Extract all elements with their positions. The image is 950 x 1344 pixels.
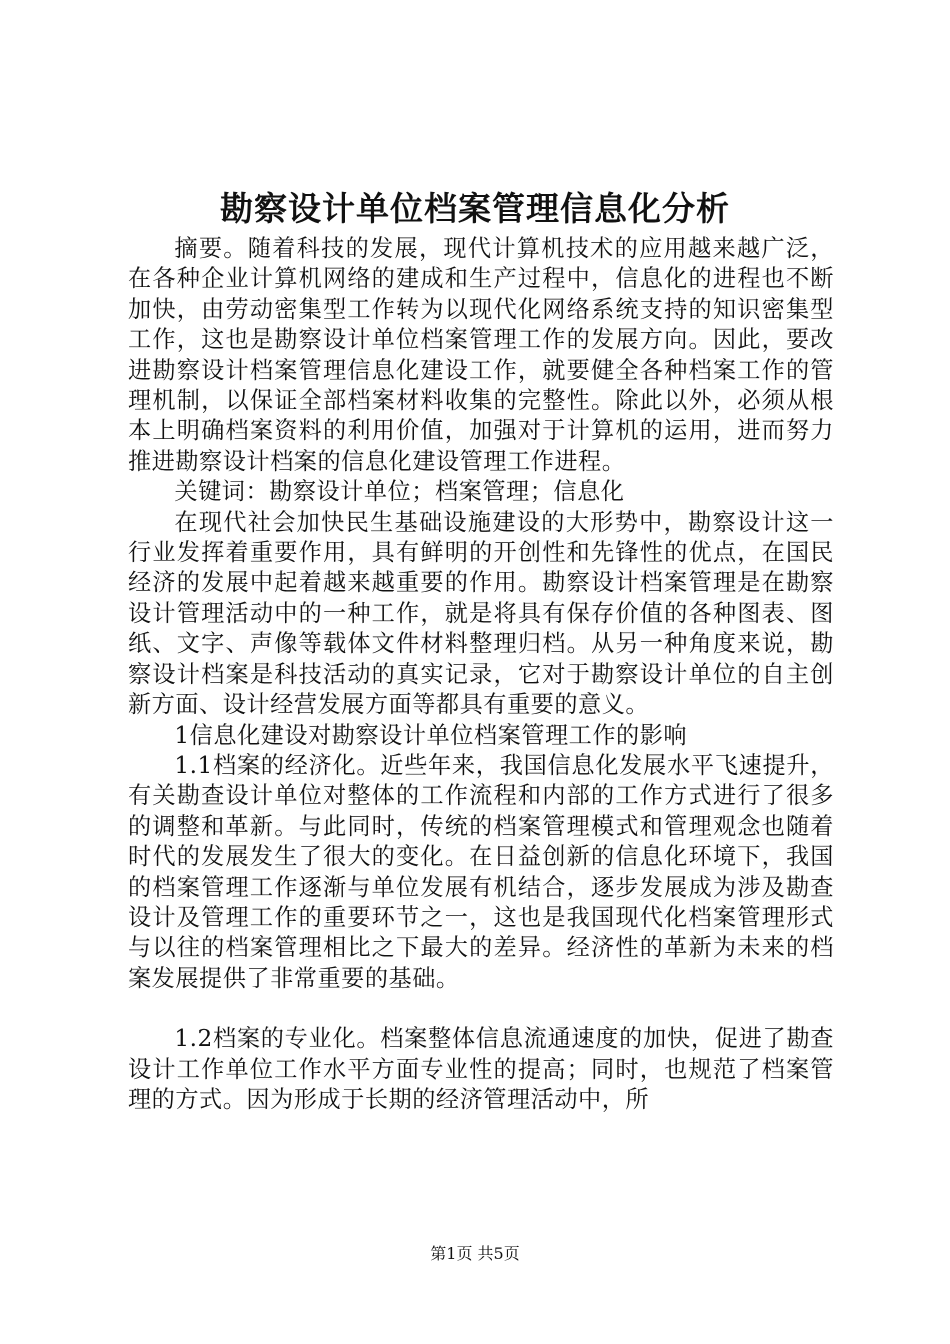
document-body	[128, 234, 834, 1115]
keywords-paragraph: 关键词：勘察设计单位；档案管理；信息化	[174, 478, 625, 506]
section-1-heading: 1信息化建设对勘察设计单位档案管理工作的影响	[174, 721, 688, 749]
section-1-1-paragraph: 1.1档案的经济化。近些年来，我国信息化发展水平飞速提升，有关勘查设计单位对整体的工作流程和内部的工作方式进行了很多的调整和革新。与此同时，传统的档案管理模式和管理观念也随着时代的发展发生了很大的变化。在日益创新的信息化环境下，我国的档案管理工作逐渐与单位发展有机结合，逐步发展成为涉及勘查设计及管理工作的重要环节之一，这也是我国现代化档案管理形式与以往的档案管理相比之下最大的差异。经济性的革新为未来的档案发展提供了非常重要的基础。	[128, 751, 834, 992]
page-footer: 第1页 共5页	[430, 1244, 520, 1263]
section-1-2-paragraph: 1.2档案的专业化。档案整体信息流通速度的加快，促进了勘查设计工作单位工作水平方面专业性的提高；同时，也规范了档案管理的方式。因为形成于长期的经济管理活动中，所	[128, 1025, 834, 1113]
document-title: 勘察设计单位档案管理信息化分析	[220, 189, 730, 228]
abstract-paragraph: 摘要。随着科技的发展，现代计算机技术的应用越来越广泛，在各种企业计算机网络的建成和生产过程中，信息化的进程也不断加快，由劳动密集型工作转为以现代化网络系统支持的知识密集型工作，这也是勘察设计单位档案管理工作的发展方向。因此，要改进勘察设计档案管理信息化建设工作，就要健全各种档案工作的管理机制，以保证全部档案材料收集的完整性。除此以外，必须从根本上明确档案资料的利用价值，加强对于计算机的运用，进而努力推进勘察设计档案的信息化建设管理工作进程。	[128, 235, 834, 475]
intro-paragraph: 在现代社会加快民生基础设施建设的大形势中，勘察设计这一行业发挥着重要作用，具有鲜明的开创性和先锋性的优点，在国民经济的发展中起着越来越重要的作用。勘察设计档案管理是在勘察设计管理活动中的一种工作，就是将具有保存价值的各种图表、图纸、文字、声像等载体文件材料整理归档。从另一种角度来说，勘察设计档案是科技活动的真实记录，它对于勘察设计单位的自主创新方面、设计经营发展方面等都具有重要的意义。	[128, 508, 834, 719]
